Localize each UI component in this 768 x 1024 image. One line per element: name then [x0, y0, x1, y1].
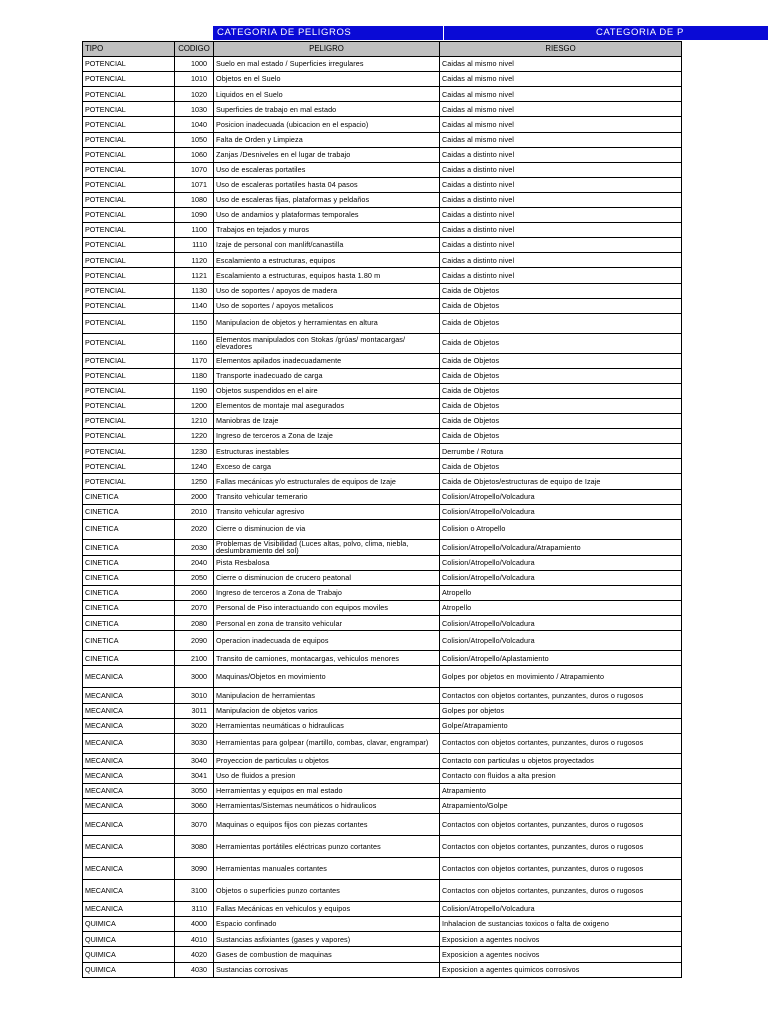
cell-riesgo[interactable]: Caidas al mismo nivel [440, 102, 682, 117]
table-row [83, 651, 682, 666]
table-row [83, 177, 682, 192]
cell-tipo[interactable]: POTENCIAL [83, 72, 175, 87]
cell-riesgo[interactable]: Contactos con objetos cortantes, punzantes, duros o rugosos [440, 836, 682, 858]
cell-tipo[interactable]: CINETICA [83, 631, 175, 651]
cell-peligro[interactable]: Operacion inadecuada de equipos [214, 631, 440, 651]
cell-codigo[interactable]: 3100 [175, 880, 214, 902]
cell-tipo[interactable]: POTENCIAL [83, 333, 175, 353]
table-row [83, 519, 682, 539]
table-row [83, 753, 682, 768]
cell-codigo[interactable]: 2000 [175, 489, 214, 504]
cell-codigo[interactable]: 1230 [175, 444, 214, 459]
cell-riesgo[interactable]: Contacto con fluidos a alta presion [440, 768, 682, 783]
table-row [83, 768, 682, 783]
cell-codigo[interactable]: 1250 [175, 474, 214, 489]
table-row [83, 368, 682, 383]
cell-codigo[interactable]: 3060 [175, 799, 214, 814]
cell-peligro[interactable]: Objetos suspendidos en el aire [214, 383, 440, 398]
cell-peligro[interactable]: Ingreso de terceros a Zona de Izaje [214, 429, 440, 444]
cell-peligro[interactable]: Herramientas portátiles eléctricas punzo cortantes [214, 836, 440, 858]
cell-peligro[interactable]: Ingreso de terceros a Zona de Trabajo [214, 586, 440, 601]
cell-riesgo[interactable]: Caidas a distinto nivel [440, 238, 682, 253]
table-row [83, 489, 682, 504]
cell-tipo[interactable]: POTENCIAL [83, 429, 175, 444]
cell-codigo[interactable]: 1220 [175, 429, 214, 444]
spreadsheet-sheet [82, 26, 768, 978]
cell-codigo[interactable]: 1100 [175, 223, 214, 238]
table-row [83, 383, 682, 398]
banner-right-cell[interactable]: CATEGORIA DE P [443, 26, 768, 40]
cell-riesgo[interactable]: Atrapamiento/Golpe [440, 799, 682, 814]
cell-tipo[interactable]: MECANICA [83, 768, 175, 783]
cell-tipo[interactable]: POTENCIAL [83, 414, 175, 429]
cell-riesgo[interactable]: Caida de Objetos/estructuras de equipo de Izaje [440, 474, 682, 489]
cell-codigo[interactable]: 3090 [175, 858, 214, 880]
cell-riesgo[interactable]: Caida de Objetos [440, 283, 682, 298]
cell-peligro[interactable]: Objetos o superficies punzo cortantes [214, 880, 440, 902]
cell-peligro[interactable]: Posicion inadecuada (ubicacion en el espacio) [214, 117, 440, 132]
cell-codigo[interactable]: 3041 [175, 768, 214, 783]
cell-codigo[interactable]: 3011 [175, 703, 214, 718]
cell-codigo[interactable]: 3080 [175, 836, 214, 858]
cell-codigo[interactable]: 1060 [175, 147, 214, 162]
cell-tipo[interactable]: QUIMICA [83, 917, 175, 932]
cell-riesgo[interactable]: Exposicion a agentes quimicos corrosivos [440, 962, 682, 977]
cell-tipo[interactable]: POTENCIAL [83, 192, 175, 207]
cell-riesgo[interactable]: Contactos con objetos cortantes, punzantes, duros o rugosos [440, 814, 682, 836]
cell-riesgo[interactable]: Colision/Atropello/Volcadura/Atrapamiento [440, 539, 682, 555]
cell-riesgo[interactable]: Caida de Objetos [440, 333, 682, 353]
cell-codigo[interactable]: 1121 [175, 268, 214, 283]
cell-peligro[interactable]: Uso de escaleras fijas, plataformas y peldaños [214, 192, 440, 207]
cell-riesgo[interactable]: Colision/Atropello/Volcadura [440, 555, 682, 570]
cell-peligro[interactable]: Manipulacion de herramientas [214, 688, 440, 703]
cell-riesgo[interactable]: Derrumbe / Rotura [440, 444, 682, 459]
cell-tipo[interactable]: POTENCIAL [83, 383, 175, 398]
banner-left-cell[interactable]: CATEGORIA DE PELIGROS [213, 26, 443, 40]
table-row [83, 72, 682, 87]
table-row [83, 504, 682, 519]
cell-tipo[interactable]: QUIMICA [83, 962, 175, 977]
cell-riesgo[interactable]: Caidas a distinto nivel [440, 223, 682, 238]
cell-riesgo[interactable]: Caidas a distinto nivel [440, 192, 682, 207]
cell-riesgo[interactable]: Colision/Atropello/Volcadura [440, 489, 682, 504]
table-row [83, 313, 682, 333]
table-row [83, 718, 682, 733]
table-row [83, 147, 682, 162]
cell-riesgo[interactable]: Contactos con objetos cortantes, punzantes, duros o rugosos [440, 733, 682, 753]
table-row [83, 102, 682, 117]
header-codigo[interactable]: CODIGO [175, 42, 214, 57]
cell-riesgo[interactable]: Caida de Objetos [440, 298, 682, 313]
cell-tipo[interactable]: CINETICA [83, 504, 175, 519]
cell-riesgo[interactable]: Caida de Objetos [440, 414, 682, 429]
cell-codigo[interactable]: 1030 [175, 102, 214, 117]
cell-tipo[interactable]: CINETICA [83, 555, 175, 570]
cell-tipo[interactable]: MECANICA [83, 858, 175, 880]
cell-peligro[interactable]: Uso de fluidos a presion [214, 768, 440, 783]
cell-riesgo[interactable]: Colision/Atropello/Aplastamiento [440, 651, 682, 666]
cell-tipo[interactable]: POTENCIAL [83, 223, 175, 238]
table-row [83, 87, 682, 102]
table-row [83, 117, 682, 132]
cell-riesgo[interactable]: Caida de Objetos [440, 353, 682, 368]
cell-codigo[interactable]: 2090 [175, 631, 214, 651]
cell-codigo[interactable]: 1070 [175, 162, 214, 177]
table-row [83, 223, 682, 238]
table-row [83, 858, 682, 880]
cell-codigo[interactable]: 2070 [175, 601, 214, 616]
cell-riesgo[interactable]: Caidas al mismo nivel [440, 57, 682, 72]
cell-codigo[interactable]: 1150 [175, 313, 214, 333]
cell-tipo[interactable]: CINETICA [83, 586, 175, 601]
cell-tipo[interactable]: POTENCIAL [83, 298, 175, 313]
cell-tipo[interactable]: POTENCIAL [83, 283, 175, 298]
cell-peligro[interactable]: Zanjas /Desniveles en el lugar de trabajo [214, 147, 440, 162]
table-row [83, 836, 682, 858]
cell-riesgo[interactable]: Contacto con particulas u objetos proyectados [440, 753, 682, 768]
cell-codigo[interactable]: 3010 [175, 688, 214, 703]
cell-riesgo[interactable]: Atrapamiento [440, 783, 682, 798]
table-row [83, 459, 682, 474]
cell-riesgo[interactable]: Colision/Atropello/Volcadura [440, 902, 682, 917]
cell-tipo[interactable]: POTENCIAL [83, 162, 175, 177]
cell-codigo[interactable]: 1120 [175, 253, 214, 268]
table-row [83, 238, 682, 253]
table-row [83, 192, 682, 207]
table-row [83, 539, 682, 555]
cell-tipo[interactable]: POTENCIAL [83, 398, 175, 413]
cell-peligro[interactable]: Sustancias corrosivas [214, 962, 440, 977]
cell-codigo[interactable]: 1110 [175, 238, 214, 253]
cell-peligro[interactable]: Suelo en mal estado / Superficies irregulares [214, 57, 440, 72]
cell-tipo[interactable]: CINETICA [83, 539, 175, 555]
cell-tipo[interactable]: MECANICA [83, 902, 175, 917]
cell-peligro[interactable]: Personal de Piso interactuando con equipos moviles [214, 601, 440, 616]
table-row [83, 353, 682, 368]
cell-riesgo[interactable]: Exposicion a agentes nocivos [440, 932, 682, 947]
cell-tipo[interactable]: CINETICA [83, 616, 175, 631]
table-row [83, 555, 682, 570]
cell-tipo[interactable]: POTENCIAL [83, 238, 175, 253]
cell-tipo[interactable]: POTENCIAL [83, 102, 175, 117]
cell-riesgo[interactable]: Golpes por objetos en movimiento / Atrapamiento [440, 666, 682, 688]
cell-riesgo[interactable]: Caidas al mismo nivel [440, 132, 682, 147]
table-row [83, 932, 682, 947]
table-body [83, 57, 682, 978]
cell-codigo[interactable]: 2010 [175, 504, 214, 519]
cell-codigo[interactable]: 1190 [175, 383, 214, 398]
table-row [83, 586, 682, 601]
table-row [83, 398, 682, 413]
cell-tipo[interactable]: CINETICA [83, 489, 175, 504]
cell-riesgo[interactable]: Caida de Objetos [440, 429, 682, 444]
cell-codigo[interactable]: 2030 [175, 539, 214, 555]
table-row [83, 208, 682, 223]
table-row [83, 444, 682, 459]
table-row [83, 783, 682, 798]
category-banner [82, 26, 768, 41]
cell-peligro[interactable]: Herramientas neumáticas o hidraulicas [214, 718, 440, 733]
cell-tipo[interactable]: MECANICA [83, 753, 175, 768]
cell-codigo[interactable]: 1010 [175, 72, 214, 87]
cell-peligro[interactable]: Trabajos en tejados y muros [214, 223, 440, 238]
table-row [83, 799, 682, 814]
table-row [83, 631, 682, 651]
cell-tipo[interactable]: POTENCIAL [83, 147, 175, 162]
table-row [83, 429, 682, 444]
cell-peligro[interactable]: Sustancias asfixiantes (gases y vapores) [214, 932, 440, 947]
table-row [83, 474, 682, 489]
cell-riesgo[interactable]: Golpes por objetos [440, 703, 682, 718]
cell-riesgo[interactable]: Golpe/Atrapamiento [440, 718, 682, 733]
cell-codigo[interactable]: 1140 [175, 298, 214, 313]
cell-codigo[interactable]: 1200 [175, 398, 214, 413]
cell-riesgo[interactable]: Caidas al mismo nivel [440, 72, 682, 87]
cell-peligro[interactable]: Superficies de trabajo en mal estado [214, 102, 440, 117]
cell-codigo[interactable]: 1020 [175, 87, 214, 102]
cell-codigo[interactable]: 3070 [175, 814, 214, 836]
cell-peligro[interactable]: Uso de escaleras portatiles hasta 04 pasos [214, 177, 440, 192]
cell-tipo[interactable]: POTENCIAL [83, 474, 175, 489]
cell-tipo[interactable]: MECANICA [83, 666, 175, 688]
cell-peligro[interactable]: Cierre o disminucion de via [214, 519, 440, 539]
cell-tipo[interactable]: POTENCIAL [83, 368, 175, 383]
cell-riesgo[interactable]: Caidas a distinto nivel [440, 177, 682, 192]
cell-riesgo[interactable]: Caida de Objetos [440, 313, 682, 333]
cell-peligro[interactable]: Escalamiento a estructuras, equipos [214, 253, 440, 268]
cell-riesgo[interactable]: Caidas al mismo nivel [440, 87, 682, 102]
cell-tipo[interactable]: POTENCIAL [83, 132, 175, 147]
cell-codigo[interactable]: 3000 [175, 666, 214, 688]
table-row [83, 902, 682, 917]
cell-tipo[interactable]: MECANICA [83, 799, 175, 814]
cell-riesgo[interactable]: Caida de Objetos [440, 398, 682, 413]
cell-codigo[interactable]: 2060 [175, 586, 214, 601]
cell-codigo[interactable]: 3110 [175, 902, 214, 917]
cell-peligro[interactable]: Elementos apilados inadecuadamente [214, 353, 440, 368]
cell-riesgo[interactable]: Colision/Atropello/Volcadura [440, 571, 682, 586]
cell-peligro[interactable]: Manipulacion de objetos y herramientas en altura [214, 313, 440, 333]
cell-tipo[interactable]: MECANICA [83, 836, 175, 858]
cell-codigo[interactable]: 1170 [175, 353, 214, 368]
cell-codigo[interactable]: 2080 [175, 616, 214, 631]
table-row [83, 162, 682, 177]
cell-codigo[interactable]: 3020 [175, 718, 214, 733]
cell-riesgo[interactable]: Contactos con objetos cortantes, punzantes, duros o rugosos [440, 688, 682, 703]
cell-peligro[interactable]: Fallas mecánicas y/o estructurales de equipos de Izaje [214, 474, 440, 489]
cell-riesgo[interactable]: Caidas a distinto nivel [440, 162, 682, 177]
cell-riesgo[interactable]: Caidas a distinto nivel [440, 147, 682, 162]
cell-peligro[interactable]: Falta de Orden y Limpieza [214, 132, 440, 147]
table-row [83, 880, 682, 902]
cell-peligro[interactable]: Espacio confinado [214, 917, 440, 932]
cell-tipo[interactable]: MECANICA [83, 703, 175, 718]
cell-peligro[interactable]: Transporte inadecuado de carga [214, 368, 440, 383]
cell-riesgo[interactable]: Exposicion a agentes nocivos [440, 947, 682, 962]
cell-tipo[interactable]: QUIMICA [83, 947, 175, 962]
cell-peligro[interactable]: Elementos manipulados con Stokas /grúas/ montacargas/ elevadores [214, 333, 440, 353]
cell-tipo[interactable]: MECANICA [83, 718, 175, 733]
cell-tipo[interactable]: CINETICA [83, 571, 175, 586]
header-tipo[interactable]: TIPO [83, 42, 175, 57]
cell-peligro[interactable]: Manipulacion de objetos varios [214, 703, 440, 718]
table-row [83, 414, 682, 429]
cell-codigo[interactable]: 3030 [175, 733, 214, 753]
table-row [83, 571, 682, 586]
cell-riesgo[interactable]: Colision/Atropello/Volcadura [440, 631, 682, 651]
header-peligro[interactable]: PELIGRO [214, 42, 440, 57]
table-row [83, 733, 682, 753]
cell-codigo[interactable]: 3050 [175, 783, 214, 798]
cell-peligro[interactable]: Maniobras de Izaje [214, 414, 440, 429]
cell-codigo[interactable]: 4010 [175, 932, 214, 947]
cell-tipo[interactable]: MECANICA [83, 880, 175, 902]
cell-riesgo[interactable]: Caidas al mismo nivel [440, 117, 682, 132]
cell-riesgo[interactable]: Inhalacion de sustancias toxicos o falta de oxigeno [440, 917, 682, 932]
cell-peligro[interactable]: Izaje de personal con manlift/canastilla [214, 238, 440, 253]
cell-codigo[interactable]: 1180 [175, 368, 214, 383]
cell-riesgo[interactable]: Caidas a distinto nivel [440, 268, 682, 283]
cell-riesgo[interactable]: Colision/Atropello/Volcadura [440, 504, 682, 519]
cell-tipo[interactable]: MECANICA [83, 783, 175, 798]
table-row [83, 601, 682, 616]
cell-peligro[interactable]: Maquinas/Objetos en movimiento [214, 666, 440, 688]
cell-codigo[interactable]: 2040 [175, 555, 214, 570]
cell-tipo[interactable]: POTENCIAL [83, 177, 175, 192]
table-row [83, 917, 682, 932]
cell-peligro[interactable]: Herramientas manuales cortantes [214, 858, 440, 880]
cell-riesgo[interactable]: Contactos con objetos cortantes, punzantes, duros o rugosos [440, 880, 682, 902]
cell-peligro[interactable]: Proyeccion de particulas u objetos [214, 753, 440, 768]
cell-codigo[interactable]: 1071 [175, 177, 214, 192]
cell-codigo[interactable]: 4020 [175, 947, 214, 962]
header-row [83, 42, 682, 57]
cell-peligro[interactable]: Cierre o disminucion de crucero peatonal [214, 571, 440, 586]
table-row [83, 947, 682, 962]
table-row [83, 703, 682, 718]
cell-peligro[interactable]: Gases de combustion de maquinas [214, 947, 440, 962]
cell-tipo[interactable]: POTENCIAL [83, 117, 175, 132]
cell-riesgo[interactable]: Atropello [440, 586, 682, 601]
cell-codigo[interactable]: 1210 [175, 414, 214, 429]
cell-riesgo[interactable]: Caidas a distinto nivel [440, 208, 682, 223]
table-row [83, 298, 682, 313]
cell-peligro[interactable]: Liquidos en el Suelo [214, 87, 440, 102]
cell-peligro[interactable]: Fallas Mecánicas en vehiculos y equipos [214, 902, 440, 917]
cell-peligro[interactable]: Herramientas/Sistemas neumáticos o hidraulicos [214, 799, 440, 814]
cell-riesgo[interactable]: Atropello [440, 601, 682, 616]
cell-codigo[interactable]: 2100 [175, 651, 214, 666]
cell-codigo[interactable]: 1040 [175, 117, 214, 132]
cell-riesgo[interactable]: Colision/Atropello/Volcadura [440, 616, 682, 631]
cell-peligro[interactable]: Pista Resbalosa [214, 555, 440, 570]
cell-peligro[interactable]: Problemas de Visibilidad (Luces altas, polvo, clima, niebla, deslumbramiento del sol) [214, 539, 440, 555]
cell-tipo[interactable]: POTENCIAL [83, 313, 175, 333]
cell-tipo[interactable]: POTENCIAL [83, 208, 175, 223]
cell-tipo[interactable]: CINETICA [83, 601, 175, 616]
cell-peligro[interactable]: Herramientas para golpear (martillo, combas, clavar, engrampar) [214, 733, 440, 753]
cell-riesgo[interactable]: Colision o Atropello [440, 519, 682, 539]
cell-peligro[interactable]: Uso de soportes / apoyos de madera [214, 283, 440, 298]
cell-codigo[interactable]: 4000 [175, 917, 214, 932]
cell-codigo[interactable]: 2020 [175, 519, 214, 539]
header-riesgo[interactable]: RIESGO [440, 42, 682, 57]
cell-tipo[interactable]: POTENCIAL [83, 87, 175, 102]
cell-codigo[interactable]: 4030 [175, 962, 214, 977]
table-row [83, 666, 682, 688]
table-row [83, 57, 682, 72]
cell-codigo[interactable]: 1050 [175, 132, 214, 147]
cell-peligro[interactable]: Transito de camiones, montacargas, vehiculos menores [214, 651, 440, 666]
cell-codigo[interactable]: 1130 [175, 283, 214, 298]
cell-riesgo[interactable]: Caida de Objetos [440, 368, 682, 383]
cell-riesgo[interactable]: Caida de Objetos [440, 459, 682, 474]
cell-riesgo[interactable]: Contactos con objetos cortantes, punzantes, duros o rugosos [440, 858, 682, 880]
cell-peligro[interactable]: Elementos de montaje mal asegurados [214, 398, 440, 413]
cell-tipo[interactable]: QUIMICA [83, 932, 175, 947]
cell-peligro[interactable]: Objetos en el Suelo [214, 72, 440, 87]
table-row [83, 616, 682, 631]
table-row [83, 814, 682, 836]
table-row [83, 962, 682, 977]
table-row [83, 253, 682, 268]
cell-codigo[interactable]: 1000 [175, 57, 214, 72]
cell-peligro[interactable]: Transito vehicular temerario [214, 489, 440, 504]
cell-peligro[interactable]: Herramientas y equipos en mal estado [214, 783, 440, 798]
cell-peligro[interactable]: Exceso de carga [214, 459, 440, 474]
cell-tipo[interactable]: CINETICA [83, 651, 175, 666]
cell-tipo[interactable]: CINETICA [83, 519, 175, 539]
table-row [83, 132, 682, 147]
cell-peligro[interactable]: Escalamiento a estructuras, equipos hasta 1.80 m [214, 268, 440, 283]
cell-tipo[interactable]: MECANICA [83, 814, 175, 836]
table-row [83, 333, 682, 353]
cell-peligro[interactable]: Uso de andamios y plataformas temporales [214, 208, 440, 223]
cell-tipo[interactable]: POTENCIAL [83, 459, 175, 474]
cell-codigo[interactable]: 2050 [175, 571, 214, 586]
cell-codigo[interactable]: 1160 [175, 333, 214, 353]
hazard-table [82, 41, 682, 978]
cell-riesgo[interactable]: Caida de Objetos [440, 383, 682, 398]
cell-tipo[interactable]: MECANICA [83, 733, 175, 753]
table-row [83, 268, 682, 283]
cell-tipo[interactable]: POTENCIAL [83, 353, 175, 368]
cell-tipo[interactable]: POTENCIAL [83, 57, 175, 72]
cell-codigo[interactable]: 1240 [175, 459, 214, 474]
cell-peligro[interactable]: Uso de escaleras portatiles [214, 162, 440, 177]
cell-peligro[interactable]: Uso de soportes / apoyos metalicos [214, 298, 440, 313]
cell-peligro[interactable]: Estructuras inestables [214, 444, 440, 459]
cell-riesgo[interactable]: Caidas a distinto nivel [440, 253, 682, 268]
table-row [83, 283, 682, 298]
cell-codigo[interactable]: 3040 [175, 753, 214, 768]
table-row [83, 688, 682, 703]
cell-codigo[interactable]: 1080 [175, 192, 214, 207]
cell-peligro[interactable]: Maquinas o equipos fijos con piezas cortantes [214, 814, 440, 836]
cell-peligro[interactable]: Personal en zona de transito vehicular [214, 616, 440, 631]
cell-codigo[interactable]: 1090 [175, 208, 214, 223]
cell-tipo[interactable]: POTENCIAL [83, 444, 175, 459]
cell-tipo[interactable]: POTENCIAL [83, 268, 175, 283]
cell-tipo[interactable]: POTENCIAL [83, 253, 175, 268]
cell-tipo[interactable]: MECANICA [83, 688, 175, 703]
cell-peligro[interactable]: Transito vehicular agresivo [214, 504, 440, 519]
